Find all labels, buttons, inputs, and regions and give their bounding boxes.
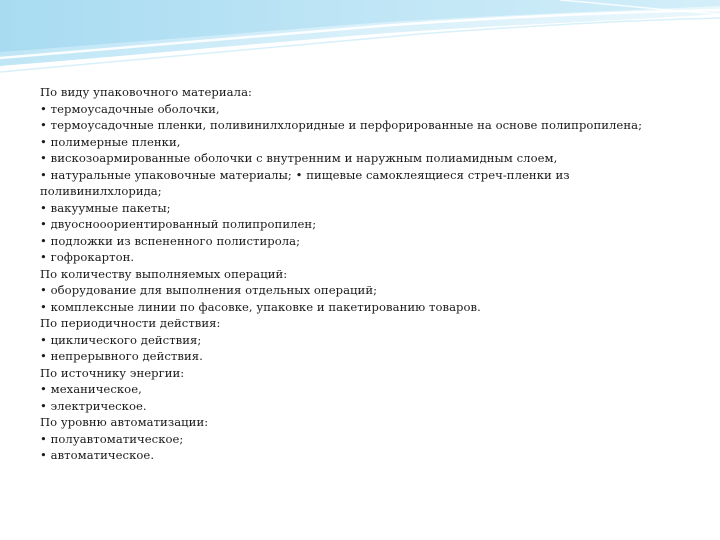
header-wave-decoration [0, 0, 720, 80]
list-item: • термоусадочные пленки, поливинилхлоридные и перфорированные на основе полипропилена; [40, 118, 643, 132]
list-item: • циклического действия; [40, 332, 202, 347]
list-item: • комплексные линии по фасовке, упаковке и пакетированию товаров. [40, 299, 481, 314]
list-item: • автоматическое. [40, 448, 155, 462]
list-item-continuation: поливинилхлорида; [40, 184, 162, 198]
list-item: • термоусадочные оболочки, [40, 101, 220, 116]
list-item: • вискозоармированные оболочки с внутренним и наружным полиамидным слоем, [40, 151, 558, 165]
list-item: • механическое, [40, 382, 142, 396]
section-heading-operations: По количеству выполняемых операций: [40, 266, 288, 281]
slide-body-text [40, 84, 700, 464]
list-item: • электрическое. [40, 398, 147, 413]
list-item: • полимерные пленки, [40, 134, 181, 149]
section-heading-automation: По уровню автоматизации: [40, 415, 209, 429]
list-item: • вакуумные пакеты; [40, 200, 171, 215]
section-heading-energy: По источнику энергии: [40, 365, 185, 380]
list-item: • подложки из вспененного полистирола; [40, 233, 301, 248]
list-item: • непрерывного действия. [40, 349, 203, 363]
list-item: • натуральные упаковочные материалы; • пищевые самоклеящиеся стреч-пленки из [40, 167, 570, 182]
list-item: • оборудование для выполнения отдельных операций; [40, 283, 378, 297]
section-heading-periodicity: По периодичности действия: [40, 316, 221, 330]
list-item: • полуавтоматическое; [40, 431, 184, 446]
section-heading-material: По виду упаковочного материала: [40, 85, 252, 99]
list-item: • гофрокартон. [40, 250, 135, 264]
list-item: • двуоснооориентированный полипропилен; [40, 217, 317, 231]
